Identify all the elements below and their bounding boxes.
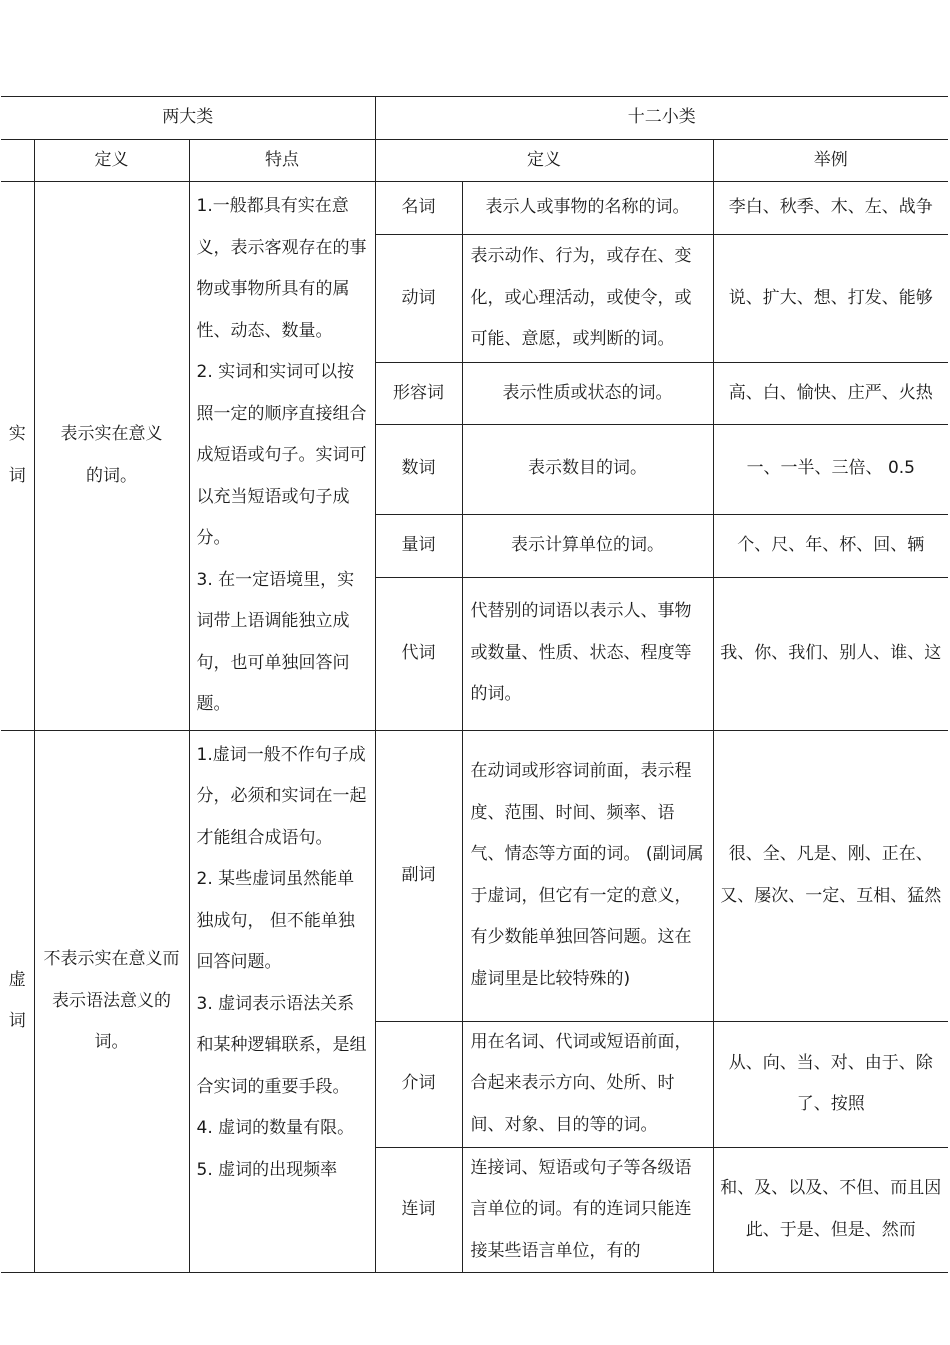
- features-content-words: [189, 182, 375, 731]
- feature-item: 1.虚词一般不作句子成分，必须和实词在一起才能组合成语句。: [196, 744, 367, 848]
- subheader-examples: 举例: [713, 139, 948, 182]
- subclass-examples: 很、全、凡是、刚、正在、又、屡次、一定、互相、猛然: [713, 730, 948, 1021]
- subclass-examples: 我、你、我们、别人、谁、这: [713, 577, 948, 730]
- subclass-name: 动词: [375, 234, 462, 362]
- subclass-definition: 表示计算单位的词。: [462, 514, 713, 577]
- subclass-name: 量词: [375, 514, 462, 577]
- feature-item: 5. 虚词的出现频率: [196, 1159, 338, 1180]
- subheader-blank: [1, 139, 34, 182]
- subclass-name: 连词: [375, 1147, 462, 1273]
- table-row: [1, 182, 948, 235]
- definition-content-words: 表示实在意义的词。: [34, 182, 189, 731]
- feature-item: 1.一般都具有实在意义，表示客观存在的事物或事物所具有的属性、动态、数量。: [196, 196, 367, 341]
- subheader-features: 特点: [189, 139, 375, 182]
- subclass-examples: 说、扩大、想、打发、能够: [713, 234, 948, 362]
- subclass-definition: 表示人或事物的名称的词。: [462, 182, 713, 235]
- subclass-examples: 从、向、当、对、由于、除了、按照: [713, 1021, 948, 1147]
- feature-item: 3. 在一定语境里，实词带上语调能独立成句，也可单独回答问题。: [196, 569, 355, 714]
- subclass-examples: 高、白、愉快、庄严、火热: [713, 362, 948, 424]
- category-content-words: 实词: [1, 182, 34, 731]
- subclass-name: 代词: [375, 577, 462, 730]
- subclass-name: 副词: [375, 730, 462, 1021]
- subclass-name: 数词: [375, 424, 462, 514]
- subclass-examples: 一、一半、三倍、 0.5: [713, 424, 948, 514]
- definition-function-words: 不表示实在意义而表示语法意义的词。: [34, 730, 189, 1273]
- table-row: [1, 730, 948, 1021]
- feature-item: 4. 虚词的数量有限。: [196, 1118, 355, 1138]
- subclass-definition: 用在名词、代词或短语前面，合起来表示方向、处所、时间、对象、目的等的词。: [462, 1021, 713, 1147]
- subclass-name: 介词: [375, 1021, 462, 1147]
- subclass-name: 形容词: [375, 362, 462, 424]
- subclass-name: 名词: [375, 182, 462, 235]
- subheader-definition-major: 定义: [34, 139, 189, 182]
- subclass-definition: 表示数目的词。: [462, 424, 713, 514]
- word-class-table: [1, 96, 948, 1273]
- category-function-words: 虚词: [1, 730, 34, 1273]
- subclass-definition: 在动词或形容词前面，表示程度、范围、时间、频率、语气、情态等方面的词。 (副词属于虚词，但它有一定的意义，有少数能单独回答问题。这在虚词里是比较特殊的): [462, 730, 713, 1021]
- features-function-words: [189, 730, 375, 1273]
- subclass-definition: 表示性质或状态的词。: [462, 362, 713, 424]
- feature-item: 3. 虚词表示语法关系和某种逻辑联系，是组合实词的重要手段。: [196, 993, 367, 1097]
- subheader-definition-minor: 定义: [375, 139, 713, 182]
- feature-item: 2. 某些虚词虽然能单独成句， 但不能单独回答问题。: [196, 869, 355, 972]
- subclass-examples: 李白、秋季、木、左、战争: [713, 182, 948, 235]
- subclass-definition: 表示动作、行为，或存在、变化，或心理活动，或使令，或可能、意愿，或判断的词。: [462, 234, 713, 362]
- feature-item: 2. 实词和实词可以按照一定的顺序直接组合成短语或句子。实词可以充当短语或句子成分。: [196, 362, 367, 548]
- table-header-row: [1, 97, 948, 140]
- table-subheader-row: [1, 139, 948, 182]
- subclass-definition: 连接词、短语或句子等各级语言单位的词。有的连词只能连接某些语言单位，有的: [462, 1147, 713, 1273]
- subclass-definition: 代替别的词语以表示人、事物或数量、性质、状态、程度等的词。: [462, 577, 713, 730]
- header-major-classes: 两大类: [1, 97, 375, 140]
- subclass-examples: 和、及、以及、不但、而且因此、于是、但是、然而: [713, 1147, 948, 1273]
- subclass-examples: 个、尺、年、杯、回、辆: [713, 514, 948, 577]
- header-minor-classes: 十二小类: [375, 97, 948, 140]
